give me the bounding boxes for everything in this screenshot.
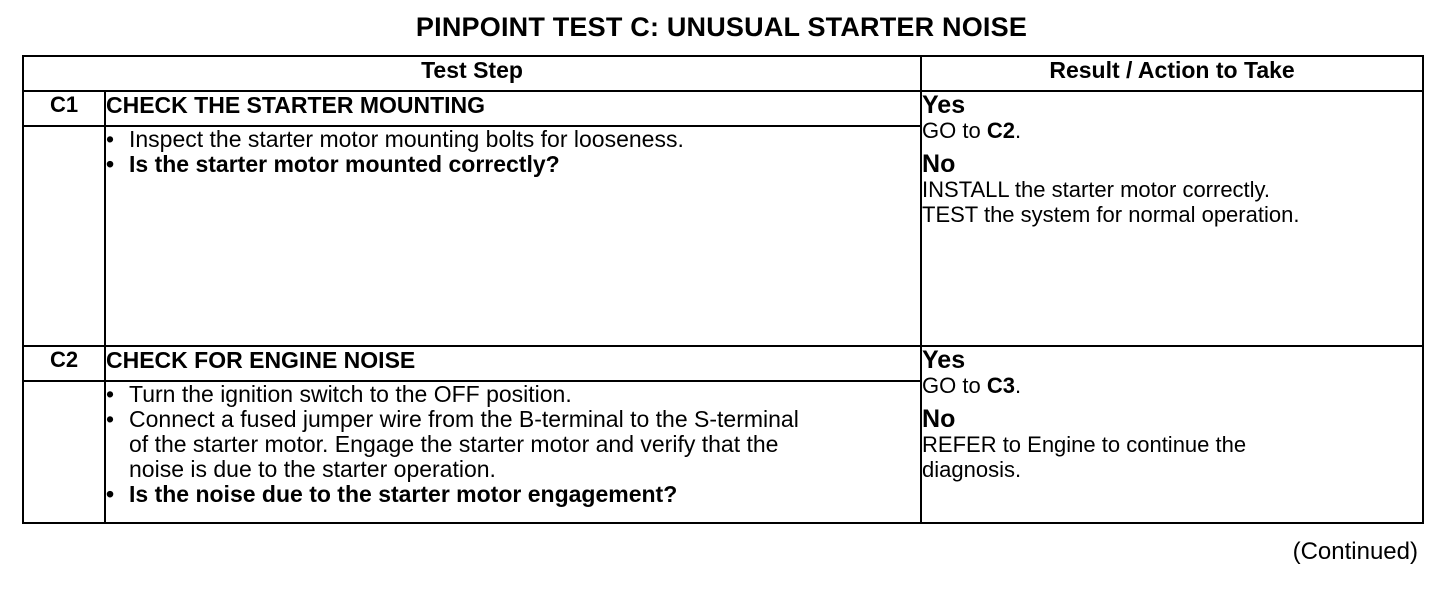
step-c2-yes-target: C3	[986, 373, 1015, 398]
step-c1-result	[921, 91, 1423, 346]
table-header-row	[23, 56, 1423, 91]
step-c2-no-label: No	[922, 405, 956, 433]
step-c1-title-row	[23, 91, 1423, 126]
step-c1-no-action: INSTALL the starter motor correctly. TEST the system for normal operation.	[922, 177, 1300, 227]
step-c2-no-action: REFER to Engine to continue the diagnosis.	[922, 432, 1247, 482]
step-c2-body	[105, 381, 921, 523]
list-item: • Inspect the starter motor mounting bolts for looseness.	[106, 126, 684, 152]
step-c2-result	[921, 346, 1423, 523]
continued-note: (Continued)	[1292, 538, 1418, 565]
header-result: Result / Action to Take	[921, 56, 1423, 91]
step-c1-title: CHECK THE STARTER MOUNTING	[105, 91, 921, 126]
list-item: • Is the noise due to the starter motor engagement?	[106, 481, 678, 507]
step-c2-yes-label: Yes	[922, 346, 966, 374]
step-c2-title: CHECK FOR ENGINE NOISE	[105, 346, 921, 381]
list-item: • Turn the ignition switch to the OFF position.	[106, 381, 572, 407]
step-c1-no-label: No	[922, 150, 956, 178]
step-c1-body	[105, 126, 921, 346]
list-item: • Connect a fused jumper wire from the B-terminal to the S-terminal of the starter motor. Engage the starter motor and verify that the noise is due to the starter operation.	[106, 406, 799, 482]
step-c1-id: C1	[23, 91, 105, 126]
step-c1-yes-action: GO to C2.	[922, 118, 1022, 143]
list-item: • Is the starter motor mounted correctly?	[106, 151, 560, 177]
step-c2-title-row	[23, 346, 1423, 381]
step-c2-yes-action: GO to C3.	[922, 373, 1022, 398]
step-c1-yes-target: C2	[986, 118, 1015, 143]
pinpoint-test-table	[22, 55, 1424, 524]
page-title: PINPOINT TEST C: UNUSUAL STARTER NOISE	[415, 12, 1028, 42]
header-test-step: Test Step	[23, 56, 921, 91]
step-c1-yes-label: Yes	[922, 91, 966, 119]
step-c2-id: C2	[23, 346, 105, 381]
